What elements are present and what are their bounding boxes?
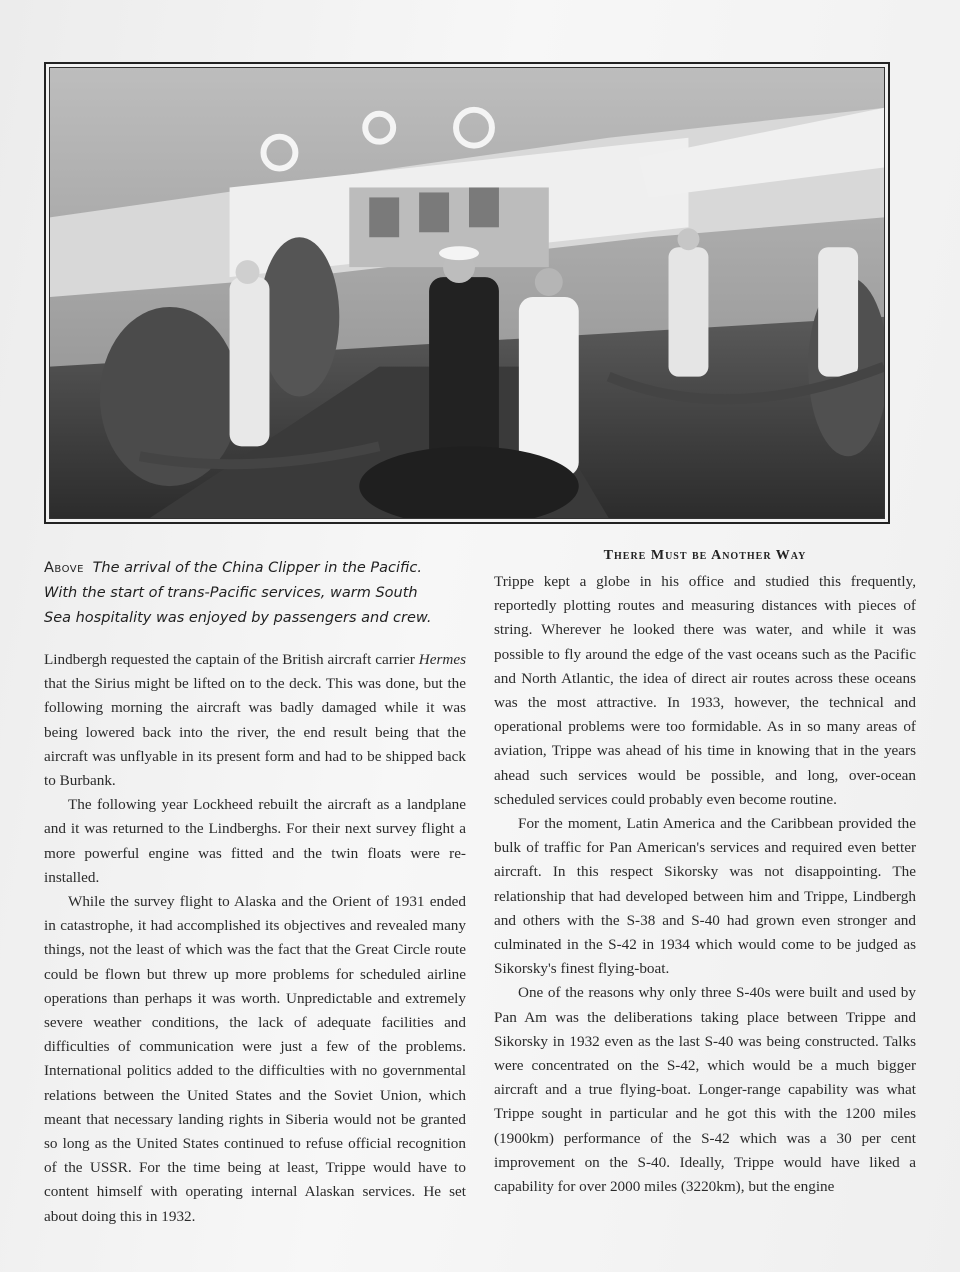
arrival-photograph: [49, 67, 885, 519]
caption-text: The arrival of the China Clipper in the Pacific. With the start of trans-Pacific services, warm South Sea hospitality was enjoyed by passengers and crew.: [44, 560, 432, 626]
photo-caption: [44, 556, 444, 631]
photo-frame: [44, 62, 890, 524]
left-p1-start: Lindbergh requested the captain of the British aircraft carrier: [44, 651, 419, 668]
left-paragraph-1: [44, 648, 466, 793]
caption-lead: Above: [44, 560, 84, 576]
right-paragraph-1: Trippe kept a globe in his office and studied this frequently, reportedly plotting routes and measuring distances with pieces of string. Wherever he looked there was water, and while it was possible to fly around the edge of the vast oceans such as the Pacific and North Atlantic, the idea of direct air routes across these oceans was the most attractive. In 1933, however, the technical and operational problems were too formidable. As in so many areas of aviation, Trippe was ahead of his time in knowing that in the years ahead such services would be possible, and long, over-ocean scheduled services could probably even become routine.: [494, 573, 916, 808]
ship-name: Hermes: [418, 651, 466, 668]
left-paragraph-2: The following year Lockheed rebuilt the aircraft as a landplane and it was returned to the Lindberghs. For their next survey flight a more powerful engine was fitted and the twin floats were re-installed.: [44, 796, 466, 886]
right-paragraph-2: For the moment, Latin America and the Caribbean provided the bulk of traffic for Pan American's services and required even better aircraft. In this respect Sikorsky was not disappointing. The relationship that had developed between him and Trippe, Lindbergh and others with the S-38 and S-40 had grown even stronger and culminated in the S-42 in 1934 which would come to be judged as Sikorsky's finest flying-boat.: [494, 815, 916, 978]
section-heading: There Must be Another Way: [603, 548, 807, 563]
left-column: [44, 648, 466, 1229]
left-p1-end: that the Sirius might be lifted on to the deck. This was done, but the following morning the aircraft was badly damaged while it was being lowered back into the river, the end result being that the aircraft was unflyable in its present form and had to be shipped back to Burbank.: [44, 675, 466, 790]
left-paragraph-3: While the survey flight to Alaska and the Orient of 1931 ended in catastrophe, it had accomplished its objectives and revealed many things, not the least of which was the fact that the Great Circle route could be flown but threw up more problems for scheduled airline operations than perhaps it was worth. Unpredictable and extremely severe weather conditions, the lack of adequate facilities and difficulties of communication were just a few of the problems. International politics added to the difficulties with no governmental relations between the United States and the Soviet Union, which meant that necessary landing rights in Siberia would not be granted so long as the United States continued to refuse official recognition of the USSR. For the time being at least, Trippe would have to content himself with operating internal Alaskan services. He set about doing this in 1932.: [44, 893, 466, 1225]
photo-icon: [50, 68, 884, 518]
right-paragraph-3: One of the reasons why only three S-40s were built and used by Pan Am was the deliberations taking place between Trippe and Sikorsky in 1932 even as the last S-40 was being constructed. Talks were concentrated on the S-42, which would be a much bigger aircraft and a true flying-boat. Longer-range capability was what Trippe sought in particular and he got this with the 1200 miles (1900km) performance of the S-42 which was a 30 per cent improvement on the S-40. Ideally, Trippe would have liked a capability for over 2000 miles (3220km), but the engine: [494, 984, 916, 1196]
right-column: [494, 570, 916, 1199]
